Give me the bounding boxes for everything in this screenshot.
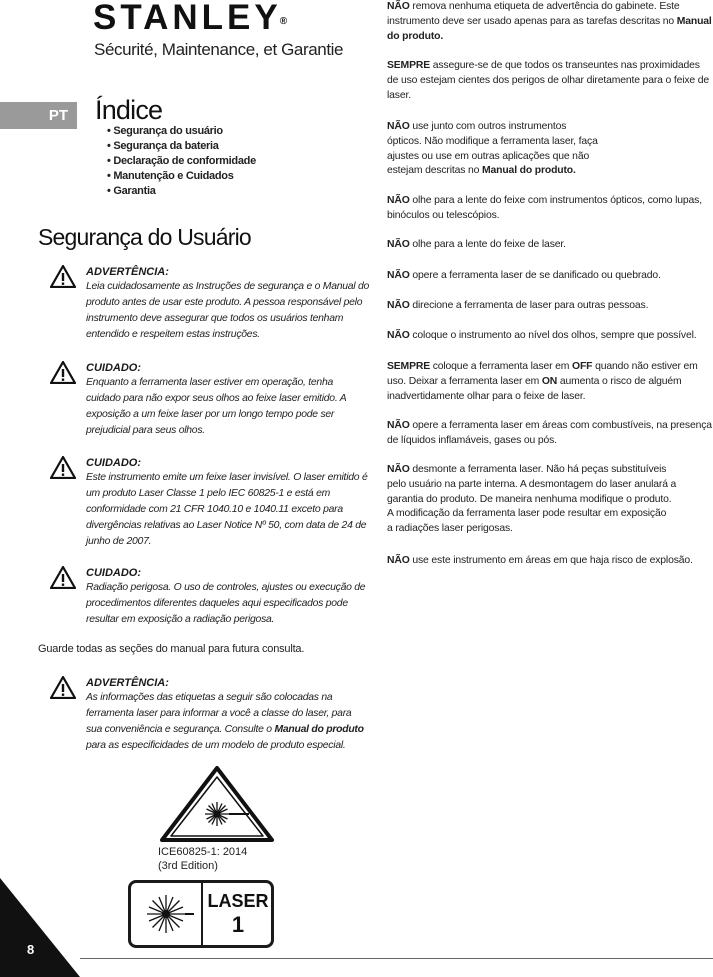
safety-rule: NÃO direcione a ferramenta de laser para outras pessoas.	[387, 300, 649, 311]
laser-hazard-triangle-icon	[157, 764, 277, 844]
warning-triangle-icon	[50, 265, 76, 288]
warning-triangle-icon	[50, 361, 76, 384]
labels-warning-block	[50, 676, 370, 754]
caution-block	[50, 566, 370, 628]
laser-class-label	[128, 880, 274, 948]
registered-mark: ®	[279, 16, 288, 27]
caution-text: Enquanto a ferramenta laser estiver em operação, tenha cuidado para não expor seus olhos ao feixe laser emitido. A exposição a um feixe laser por um longo tempo pode ser prejudicial para seus olhos.	[86, 377, 346, 436]
safety-rule: NÃO use junto com outros instrumentos ópticos. Não modifique a ferramenta laser, faça ajustes ou use em outras aplicações que não estejam descritas no Manual do produto.	[387, 121, 598, 177]
iec-standard-label: ICE60825-1: 2014 (3rd Edition)	[158, 846, 248, 872]
page-number: 8	[27, 942, 35, 957]
labels-warning-text: As informações das etiquetas a seguir são colocadas na ferramenta laser para informar a você a classe do laser, para sua conveniência e segurança. Consulte o Manual do produto para as especificidades de um modelo de produto especial.	[86, 692, 364, 751]
document-subtitle: Sécurité, Maintenance, et Garantie	[94, 40, 344, 59]
safety-rule: NÃO use este instrumento em áreas em que haja risco de explosão.	[387, 555, 693, 566]
safety-rule: SEMPRE coloque a ferramenta laser em OFF quando não estiver em uso. Deixar a ferramenta laser em ON aumenta o risco de alguém inadvertidamente olhar para o feixe de laser.	[387, 361, 698, 402]
section-title: Segurança do Usuário	[38, 224, 251, 250]
language-tab: PT	[0, 102, 77, 129]
labels-warning-title: ADVERTÊNCIA:	[86, 677, 169, 689]
warning-triangle-icon	[50, 456, 76, 479]
index-item: • Garantia	[107, 184, 256, 199]
laser-class-number: 1	[231, 912, 245, 937]
index-item: • Segurança do usuário	[107, 124, 256, 139]
footer-rule	[80, 958, 713, 959]
warning-block	[50, 265, 370, 343]
index-item: • Segurança da bateria	[107, 139, 256, 154]
caution-title: CUIDADO:	[86, 567, 141, 579]
safety-rule: NÃO remova nenhuma etiqueta de advertência do gabinete. Este instrumento deve ser usado apenas para as tarefas descritas no Manual do produto.	[387, 1, 712, 42]
manual-reference: Manual do produto	[274, 724, 364, 735]
caution-block	[50, 456, 370, 550]
laser-word: LASER	[207, 891, 269, 911]
safety-rule: NÃO olhe para a lente do feixe com instrumentos ópticos, como lupas, binóculos ou telescópios.	[387, 195, 702, 221]
safety-rule: SEMPRE assegure-se de que todos os transeuntes nas proximidades de uso estejam cientes dos perigos de olhar diretamente para o feixe de laser.	[387, 60, 710, 101]
safety-rule: NÃO opere a ferramenta laser em áreas com combustíveis, na presença de líquidos inflamáveis, gases ou pós.	[387, 420, 712, 446]
safety-rule: NÃO desmonte a ferramenta laser. Não há peças substituíveis pelo usuário na parte interna. A desmontagem do laser anulará a garantia do produto. De maneira nenhuma modifique o produto. A modificação da ferramenta laser pode resultar em exposição a radiações laser perigosas.	[387, 464, 677, 535]
caution-block	[50, 361, 370, 439]
laser-starburst-icon	[139, 889, 194, 939]
index-list	[107, 124, 256, 199]
brand-logo: STANLEY®	[93, 0, 288, 37]
warning-title: ADVERTÊNCIA:	[86, 266, 169, 278]
warning-triangle-icon	[50, 566, 76, 589]
index-item: • Declaração de conformidade	[107, 154, 256, 169]
safety-rule: NÃO olhe para a lente do feixe de laser.	[387, 239, 566, 250]
caution-title: CUIDADO:	[86, 457, 141, 469]
caution-title: CUIDADO:	[86, 362, 141, 374]
caution-text: Radiação perigosa. O uso de controles, ajustes ou execução de procedimentos diferentes daqueles aqui especificados pode resultar em exposição a radiação perigosa.	[86, 582, 366, 625]
page-corner-tab	[0, 878, 80, 977]
index-title: Índice	[95, 95, 163, 125]
safety-rule: NÃO opere a ferramenta laser de se danificado ou quebrado.	[387, 270, 661, 281]
caution-text: Este instrumento emite um feixe laser invisível. O laser emitido é um produto Laser Classe 1 pelo IEC 60825-1 e está em conformidade com 21 CFR 1040.10 e 1040.11 exceto para divergências relativas ao Laser Notice Nº 50, com data de 24 de junho de 2007.	[86, 472, 368, 547]
keep-manual-note: Guarde todas as seções do manual para futura consulta.	[38, 643, 305, 655]
warning-triangle-icon	[50, 676, 76, 699]
warning-text: Leia cuidadosamente as Instruções de segurança e o Manual do produto antes de usar este produto. A pessoa responsável pelo instrumento deve assegurar que todos os usuários tenham entendido e respeitem estas instruções.	[86, 281, 370, 340]
index-item: • Manutenção e Cuidados	[107, 169, 256, 184]
safety-rule: NÃO coloque o instrumento ao nível dos olhos, sempre que possível.	[387, 330, 697, 341]
